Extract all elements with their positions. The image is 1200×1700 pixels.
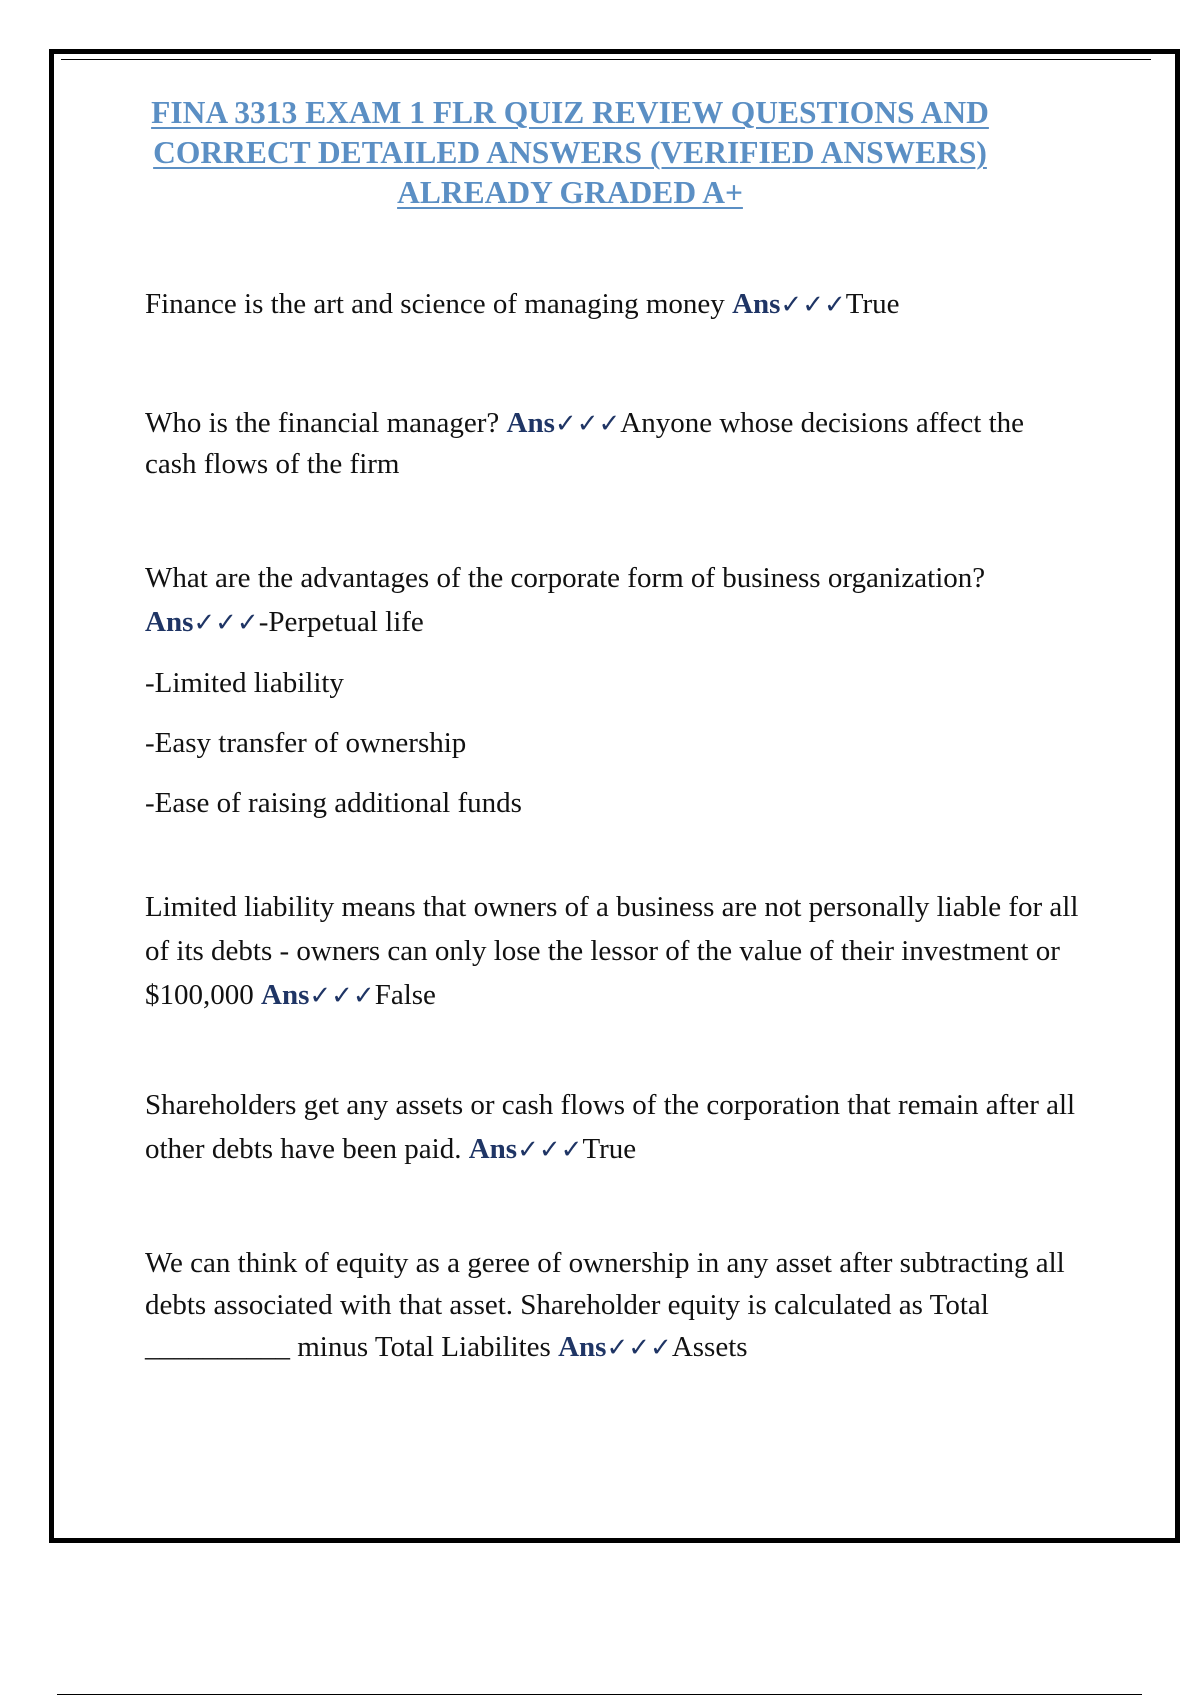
answer-text: -Perpetual life <box>258 606 424 638</box>
check-marks-icon: ✓✓✓ <box>309 981 375 1011</box>
qa-item-3 <box>145 556 1090 825</box>
title-line-2: CORRECT DETAILED ANSWERS (VERIFIED ANSWERS) <box>153 135 987 170</box>
qa-item-6 <box>145 1242 1080 1369</box>
question-text: Shareholders get any assets or cash flows of the corporation that remain after all other debts have been paid. <box>145 1089 1076 1165</box>
answer-list-item: -Easy transfer of ownership <box>145 727 467 759</box>
check-marks-icon: ✓✓✓ <box>517 1135 583 1165</box>
answer-label: Ans <box>145 606 194 638</box>
answer-list-item: -Limited liability <box>145 667 344 699</box>
answer-label: Ans <box>506 407 555 439</box>
question-text: Limited liability means that owners of a business are not personally liable for all of its debts - owners can only lose the lessor of the value of their investment or $100,000 <box>145 891 1079 1011</box>
answer-text: True <box>582 1133 637 1165</box>
question-text: What are the advantages of the corporate form of business organization? <box>145 562 986 594</box>
check-marks-icon: ✓✓✓ <box>606 1333 672 1363</box>
qa-item-1 <box>145 284 1090 325</box>
answer-list-item: -Ease of raising additional funds <box>145 787 522 819</box>
title-line-1: FINA 3313 EXAM 1 FLR QUIZ REVIEW QUESTIONS AND <box>151 95 989 130</box>
qa-item-2 <box>145 403 1080 484</box>
answer-label: Ans <box>261 979 310 1011</box>
qa-item-4 <box>145 885 1080 1018</box>
question-text: Who is the financial manager? <box>145 407 507 439</box>
footer-rule <box>57 1694 1142 1695</box>
answer-label: Ans <box>558 1331 607 1363</box>
question-text: Finance is the art and science of managing money <box>145 288 733 320</box>
answer-text: Assets <box>671 1331 748 1363</box>
answer-label: Ans <box>468 1133 518 1165</box>
answer-text: True <box>845 288 900 320</box>
check-marks-icon: ✓✓✓ <box>554 409 621 439</box>
frame-top-rule <box>61 59 1151 60</box>
document-title <box>150 93 990 213</box>
check-marks-icon: ✓✓✓ <box>780 290 846 320</box>
title-line-3: ALREADY GRADED A+ <box>397 175 743 210</box>
answer-text: False <box>374 979 436 1011</box>
answer-text: Anyone whose decisions affect the cash flows of the firm <box>145 407 1024 480</box>
question-text: We can think of equity as a geree of ownership in any asset after subtracting all debts associated with that asset. Shareholder equity is calculated as Total __________ minus Total Liabilites <box>145 1247 1065 1363</box>
answer-label: Ans <box>732 288 781 320</box>
qa-item-5 <box>145 1083 1080 1172</box>
check-marks-icon: ✓✓✓ <box>193 608 259 638</box>
